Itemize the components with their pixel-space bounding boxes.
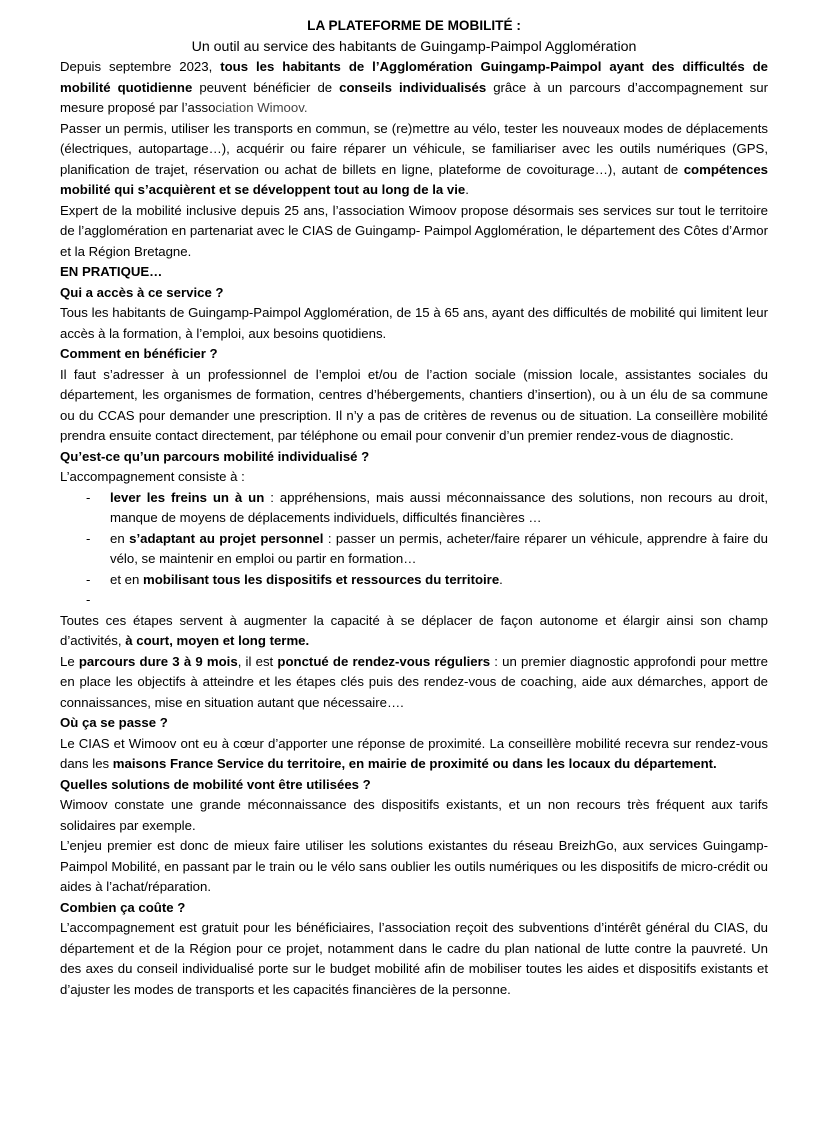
text-run: et en — [110, 571, 143, 587]
question-heading: Combien ça coûte ? — [60, 899, 186, 915]
text-run: ciation Wimoov. — [215, 100, 308, 115]
list-item — [60, 590, 768, 611]
answer-paragraph: L’accompagnement consiste à : — [60, 469, 245, 484]
text-run: Depuis septembre 2023, — [60, 59, 221, 74]
intro-paragraph-2 — [60, 119, 768, 201]
bold-run: parcours dure 3 à 9 mois — [78, 653, 238, 669]
bold-run: s’adaptant au projet personnel — [129, 530, 324, 546]
text-run: en — [110, 530, 130, 546]
answer-paragraph — [60, 652, 768, 714]
answer-paragraph — [60, 734, 768, 775]
bold-run: conseils individualisés — [339, 79, 487, 95]
bullet-list — [60, 488, 768, 611]
answer-paragraph — [60, 611, 768, 652]
document-page — [60, 16, 768, 1000]
section-heading-pratique: EN PRATIQUE… — [60, 264, 163, 279]
bold-run: mobilisant tous les dispositifs et ressources du territoire — [143, 571, 500, 587]
text-run: . — [499, 571, 503, 587]
text-run: : appréhensions, mais aussi méconnaissance des solutions, non recours au droit, manque de moyens de déplacements individuels, difficultés financières … — [110, 489, 768, 525]
dash-bullet: - — [86, 530, 91, 546]
answer-paragraph: Il faut s’adresser à un professionnel de l’emploi et/ou de l’action sociale (mission locale, assistantes sociales du département, les organismes de formation, centres d’hébergements, chantiers d’insertion), ou à un élu de sa commune ou du CCAS pour demander une prescription. Il n’y a pas de critères de revenus ou de situation. La conseillère mobilité prendra ensuite contact directement, par téléphone ou email pour convenir d’un premier rendez-vous de diagnostic. — [60, 366, 768, 443]
text-run: : passer un permis, acheter/faire réparer un véhicule, apprendre à faire du vélo, se maintenir en emploi ou partir en formation… — [110, 530, 768, 566]
text-run: Passer un permis, utiliser les transports en commun, se (re)mettre au vélo, tester les nouveaux modes de déplacements (électriques, autopartage…), acquérir ou faire réparer un véhicule, se familiariser avec les outils numériques (GPS, planification de trajet, réservation ou achat de billets en ligne, plateforme de covoiturage…), autant de — [60, 120, 768, 177]
text-run: Toutes ces étapes servent à augmenter la capacité à se déplacer de façon autonome et élargir ainsi son champ d’activités, — [60, 612, 768, 648]
text-run: Le CIAS et Wimoov ont eu à cœur d’apporter une réponse de proximité. La conseillère mobilité recevra sur rendez-vous dans les — [60, 735, 768, 771]
list-item — [60, 570, 768, 591]
question-heading: Comment en bénéficier ? — [60, 346, 218, 361]
bold-run: à court, moyen et long terme. — [125, 633, 310, 648]
text-run: , il est — [237, 653, 278, 669]
answer-paragraph: L’accompagnement est gratuit pour les bénéficiaires, l’association reçoit des subventions d’intérêt général du CIAS, du département et de la Région pour ce projet, notamment dans le cadre du plan national de lutte contre la pauvreté. Un des axes du conseil individualisé porte sur le budget mobilité afin de mobiliser toutes les aides et dispositifs existants et d’ajuster les modes de transports et les capacités financières de la personne. — [60, 920, 768, 997]
bold-run: lever les freins un à un — [110, 489, 265, 505]
question-heading: Qui a accès à ce service ? — [60, 284, 224, 300]
bold-run: tous les habitants de l’Agglomération Guingamp-Paimpol ayant des difficultés de mobilité quotidienne — [60, 59, 768, 95]
intro-paragraph-3: Expert de la mobilité inclusive depuis 25 ans, l’association Wimoov propose désormais ses services sur tout le territoire de l’agglomération en partenariat avec le CIAS de Guingamp- Paimpol Agglomération, le département des Côtes d’Armor et la Région Bretagne. — [60, 202, 768, 259]
intro-paragraph-1 — [60, 57, 768, 119]
bold-run: ponctué de rendez-vous réguliers — [277, 653, 491, 669]
text-run: . — [465, 182, 469, 197]
list-item — [60, 529, 768, 570]
text-run: Le — [60, 653, 79, 669]
dash-bullet: - — [86, 571, 91, 587]
answer-paragraph: Tous les habitants de Guingamp-Paimpol Agglomération, de 15 à 65 ans, ayant des difficultés de mobilité qui limitent leur accès à la formation, à l’emploi, aux besoins quotidiens. — [60, 305, 768, 341]
bold-run: maisons France Service du territoire, en mairie de proximité ou dans les locaux du département. — [112, 756, 717, 771]
answer-paragraph: L’enjeu premier est donc de mieux faire utiliser les solutions existantes du réseau BreizhGo, aux services Guingamp-Paimpol Mobilité, en passant par le train ou le vélo sans oublier les outils numériques ou les dispositifs de micro-crédit ou aides à l’achat/réparation. — [60, 838, 768, 894]
list-item — [60, 488, 768, 529]
bold-run: compétences mobilité qui s’acquièrent et se développent tout au long de la vie — [60, 161, 768, 197]
question-heading: Où ça se passe ? — [60, 715, 168, 730]
answer-paragraph: Wimoov constate une grande méconnaissance des dispositifs existants, et un non recours très fréquent aux tarifs solidaires par exemple. — [60, 797, 768, 833]
question-heading: Quelles solutions de mobilité vont être utilisées ? — [60, 776, 371, 792]
dash-bullet: - — [86, 489, 91, 505]
document-subtitle: Un outil au service des habitants de Guingamp-Paimpol Agglomération — [191, 38, 637, 55]
text-run: peuvent bénéficier de — [192, 79, 340, 95]
text-run: : un premier diagnostic approfondi pour mettre en place les objectifs à atteindre et les étapes clés puis des rendez-vous de coaching, aide aux démarches, apport de connaissances, mise en situation autant que nécessaire…. — [60, 653, 769, 710]
document-title: LA PLATEFORME DE MOBILITÉ : — [307, 18, 521, 33]
dash-bullet: - — [86, 592, 91, 607]
question-heading: Qu’est-ce qu’un parcours mobilité individualisé ? — [60, 448, 370, 464]
text-run: grâce à un parcours d’accompagnement sur mesure proposé par l’asso — [60, 79, 768, 115]
